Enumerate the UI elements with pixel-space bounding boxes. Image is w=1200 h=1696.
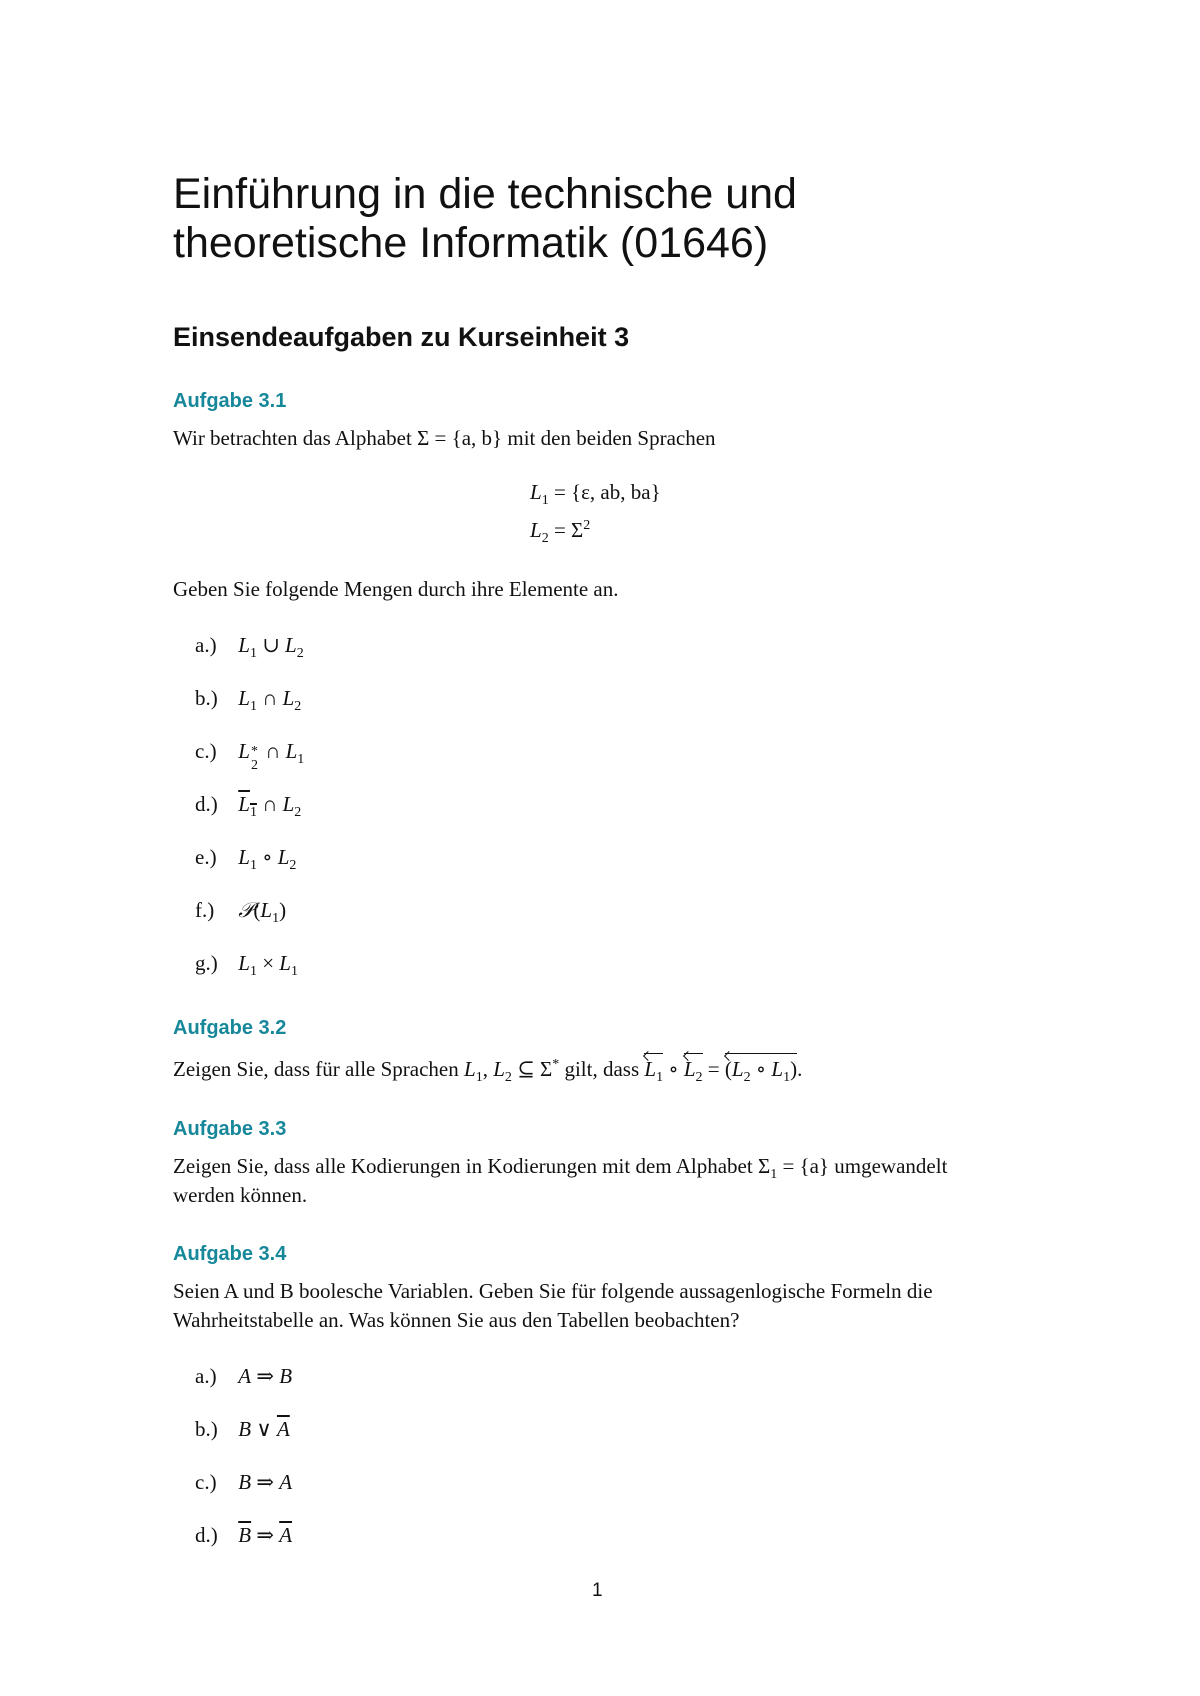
list-item: a.) A ⇒ B bbox=[195, 1364, 293, 1388]
list-item: d.) $L_1$ ∩ $L_2$ bbox=[195, 792, 302, 821]
list-item: g.) $L_1 \times L_1$ bbox=[195, 951, 298, 980]
exercise-3-4-line-2: Wahrheitstabelle an. Was können Sie aus den Tabellen beobachten? bbox=[173, 1308, 740, 1332]
exercise-heading-3-3: Aufgabe 3.3 bbox=[173, 1118, 287, 1140]
exercise-3-4-line-1: Seien A und B boolesche Variablen. Geben Sie für folgende aussagenlogische Formeln die bbox=[173, 1279, 933, 1303]
list-item: b.) $L_1$ ∩ $L_2$ bbox=[195, 686, 302, 715]
list-item: b.) B ∨ $\overline{A}$ bbox=[195, 1417, 290, 1441]
exercise-3-1-intro: Wir betrachten das Alphabet Σ = {a, b} mit den beiden Sprachen bbox=[173, 426, 716, 450]
exercise-heading-3-4: Aufgabe 3.4 bbox=[173, 1243, 287, 1265]
equation-l2: $L_2 = \Sigma^2$ bbox=[530, 518, 591, 547]
exercise-heading-3-2: Aufgabe 3.2 bbox=[173, 1017, 287, 1039]
exercise-3-1-task: Geben Sie folgende Mengen durch ihre Elemente an. bbox=[173, 577, 619, 601]
exercise-3-3-line-2: werden können. bbox=[173, 1183, 308, 1207]
exercise-heading-3-1: Aufgabe 3.1 bbox=[173, 390, 287, 412]
list-item: d.) $\overline{B}$ ⇒ $\overline{A}$ bbox=[195, 1523, 293, 1547]
exercise-3-3-line-1: Zeigen Sie, dass alle Kodierungen in Kodierungen mit dem Alphabet $\Sigma_1 = \{a\}$ umgewandelt bbox=[173, 1154, 948, 1183]
page-number: 1 bbox=[592, 1580, 603, 1601]
exercise-3-2-text: Zeigen Sie, dass für alle Sprachen $L_1$, $L_2$ ⊆ Σ* gilt, dass $L_1$ ∘ $L_2 = (L_2$ ∘ $L_1$). bbox=[173, 1057, 803, 1086]
list-item: e.) $L_1$ ∘ $L_2$ bbox=[195, 845, 297, 874]
list-item: f.) $𝒫(L_1)$ bbox=[195, 898, 287, 927]
list-item: c.) L * 2 ∩ $L_1$ bbox=[195, 739, 305, 773]
document-title: Einführung in die technische und theoretische Informatik (01646) bbox=[173, 170, 797, 267]
section-title: Einsendeaufgaben zu Kurseinheit 3 bbox=[173, 322, 630, 352]
equation-l1: $L_1 = \{\varepsilon$, ab, ba} bbox=[530, 480, 661, 509]
list-item: c.) B ⇒ A bbox=[195, 1470, 293, 1494]
list-item: a.) $L_1$ ∪ $L_2$ bbox=[195, 633, 304, 662]
